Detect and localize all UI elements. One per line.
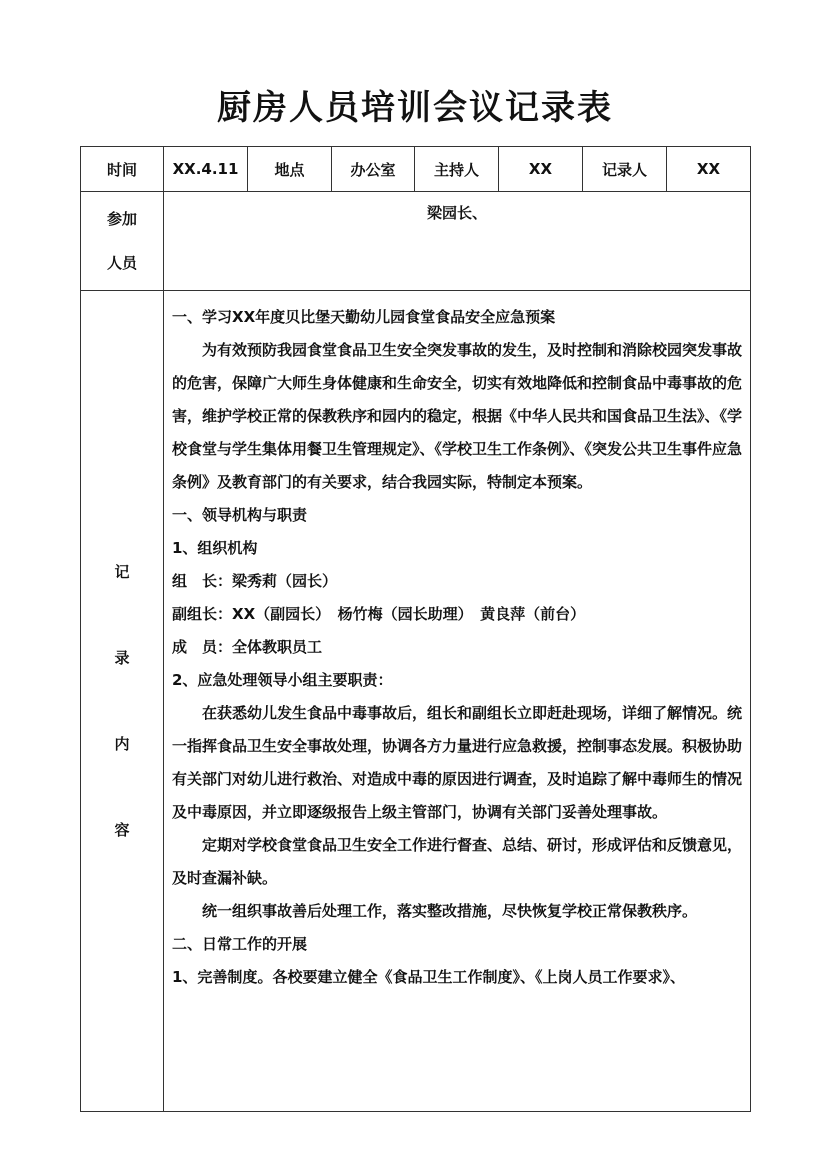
- paragraph: 在获悉幼儿发生食品中毒事故后，组长和副组长立即赶赴现场，详细了解情况。统一指挥食品卫生安全事故处理，协调各方力量进行应急救援，控制事态发展。积极协助有关部门对幼儿进行救治、对造成中毒的原因进行调查，及时追踪了解中毒师生的情况及中毒原因，并立即逐级报告上级主管部门，协调有关部门妥善处理事故。: [172, 704, 743, 821]
- attendees-label: [81, 192, 164, 291]
- place-value: 办公室: [332, 147, 415, 192]
- attendees-row: [81, 192, 751, 291]
- record-label-char: 容: [114, 821, 130, 839]
- subheading: 1、组织机构: [172, 539, 258, 557]
- list-item: 副组长：XX（副园长） 杨竹梅（园长助理） 黄良萍（前台）: [172, 605, 586, 623]
- list-item: 组 长：梁秀莉（园长）: [172, 572, 338, 590]
- time-label: 时间: [81, 147, 164, 192]
- paragraph: 1、完善制度。各校要建立健全《食品卫生工作制度》、《上岗人员工作要求》、: [172, 968, 685, 986]
- record-label-char: 记: [114, 563, 130, 581]
- list-item: 成 员：全体教职员工: [172, 638, 323, 656]
- record-label: [81, 291, 164, 1112]
- header-row: [81, 147, 751, 192]
- section-heading: 二、日常工作的开展: [172, 935, 308, 953]
- record-content-row: [81, 291, 751, 1112]
- place-label: 地点: [248, 147, 332, 192]
- host-value: XX: [499, 147, 583, 192]
- subheading: 2、应急处理领导小组主要职责：: [172, 671, 393, 689]
- recorder-value: XX: [667, 147, 751, 192]
- paragraph: 定期对学校食堂食品卫生安全工作进行督查、总结、研讨，形成评估和反馈意见，及时查漏补缺。: [172, 836, 743, 887]
- record-label-char: 内: [114, 735, 130, 753]
- meeting-record-table: [80, 146, 751, 1112]
- host-label: 主持人: [415, 147, 499, 192]
- paragraph: 统一组织事故善后处理工作，落实整改措施，尽快恢复学校正常保教秩序。: [202, 902, 698, 920]
- paragraph: 为有效预防我园食堂食品卫生安全突发事故的发生，及时控制和消除校园突发事故的危害，保障广大师生身体健康和生命安全，切实有效地降低和控制食品中毒事故的危害，维护学校正常的保教秩序和园内的稳定，根据《中华人民共和国食品卫生法》、《学校食堂与学生集体用餐卫生管理规定》、《学校卫生工作条例》、《突发公共卫生事件应急条例》及教育部门的有关要求，结合我园实际，特制定本预案。: [172, 341, 743, 491]
- recorder-label: 记录人: [583, 147, 667, 192]
- section-heading: 一、学习XX年度贝比堡天勤幼儿园食堂食品安全应急预案: [172, 308, 556, 326]
- attendees-value: 梁园长、: [164, 192, 751, 291]
- section-heading: 一、领导机构与职责: [172, 506, 308, 524]
- page-title: 厨房人员培训会议记录表: [217, 88, 613, 128]
- time-value: XX.4.11: [164, 147, 248, 192]
- attendees-label-line1: 参加: [106, 210, 137, 228]
- record-content: [164, 291, 751, 1112]
- attendees-label-line2: 人员: [106, 254, 137, 272]
- record-label-char: 录: [114, 649, 130, 667]
